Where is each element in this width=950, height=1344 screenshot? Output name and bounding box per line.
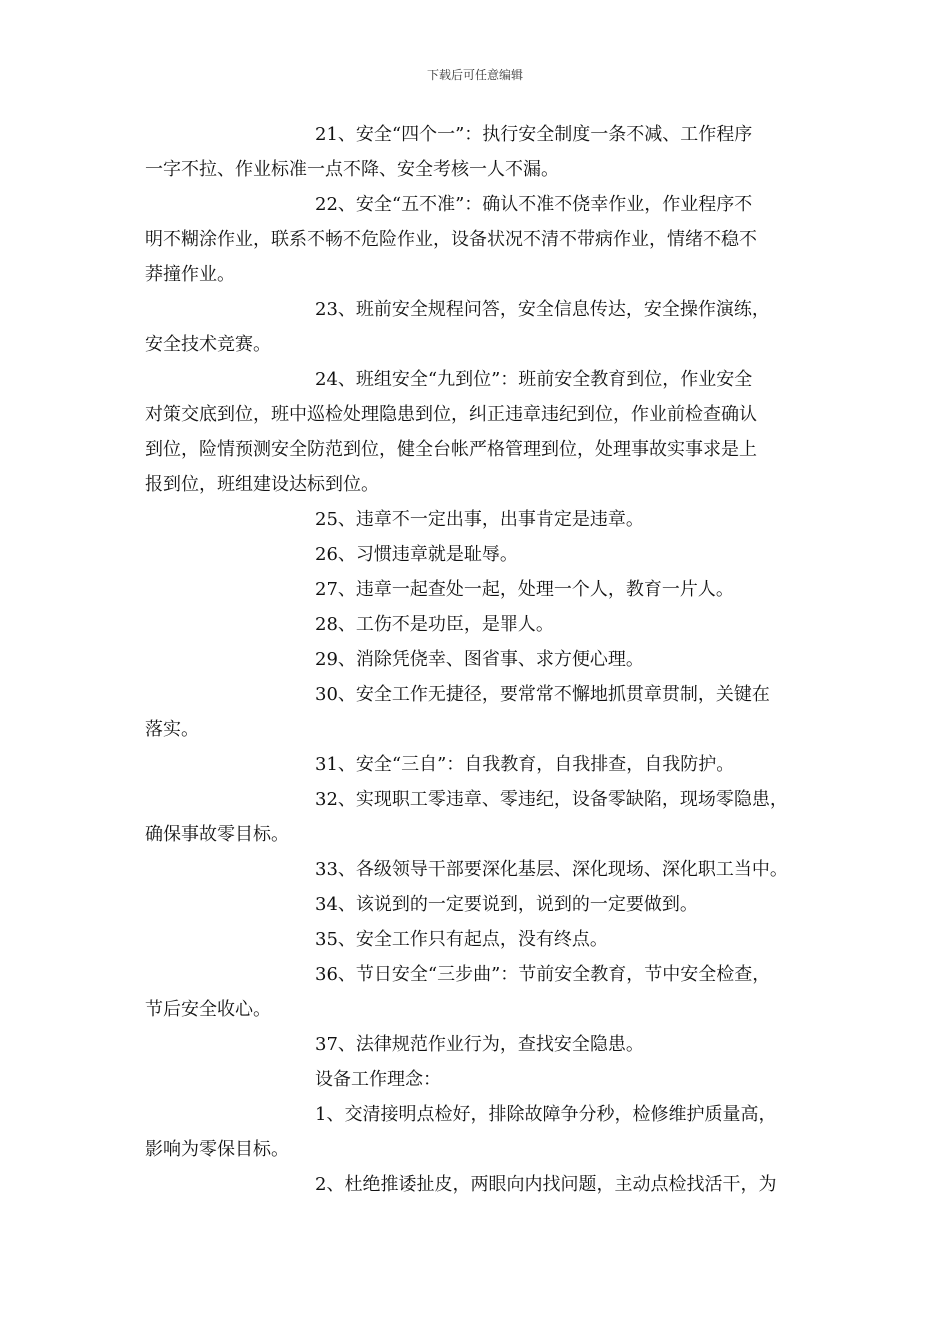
paragraph-first-line [145, 747, 810, 782]
paragraph-text: 33、各级领导干部要深化基层、深化现场、深化职工当中。 [315, 859, 788, 880]
paragraph [145, 1027, 810, 1062]
paragraph [145, 957, 810, 1027]
paragraph-text: 34、该说到的一定要说到，说到的一定要做到。 [315, 894, 698, 915]
paragraph-first-line [145, 572, 810, 607]
paragraph-continuation-line: 影响为零保目标。 [145, 1139, 289, 1160]
paragraph-continuation-line: 报到位，班组建设达标到位。 [145, 474, 379, 495]
paragraph [145, 362, 810, 502]
paragraph-text: 26、习惯违章就是耻辱。 [315, 544, 518, 565]
paragraph-first-line [145, 1097, 810, 1132]
paragraph-first-line [145, 187, 810, 222]
paragraph-text: 30、安全工作无捷径，要常常不懈地抓贯章贯制，关键在 [315, 684, 770, 705]
paragraph-continuation-line: 落实。 [145, 719, 199, 740]
paragraph [145, 607, 810, 642]
paragraph [145, 747, 810, 782]
paragraph-continuation-line: 明不糊涂作业，联系不畅不危险作业，设备状况不清不带病作业，情绪不稳不 [145, 229, 757, 250]
paragraph [145, 852, 810, 887]
paragraph-text: 24、班组安全“九到位”：班前安全教育到位，作业安全 [315, 369, 753, 390]
page-header: 下载后可任意编辑 [426, 68, 523, 82]
paragraph-text: 23、班前安全规程问答，安全信息传达，安全操作演练， [315, 299, 770, 320]
paragraph-continuation-line: 一字不拉、作业标准一点不降、安全考核一人不漏。 [145, 159, 559, 180]
paragraph [145, 1167, 810, 1202]
paragraph-continuation-line: 到位，险情预测安全防范到位，健全台帐严格管理到位，处理事故实事求是上 [145, 439, 757, 460]
paragraph-first-line [145, 1167, 810, 1202]
paragraph-text: 2、杜绝推诿扯皮，两眼向内找问题，主动点检找活干，为 [315, 1174, 777, 1195]
paragraph [145, 782, 810, 852]
paragraph [145, 922, 810, 957]
paragraph-first-line [145, 852, 810, 887]
paragraph-first-line [145, 887, 810, 922]
paragraph-text: 21、安全“四个一”：执行安全制度一条不减、工作程序 [315, 124, 753, 145]
paragraph-first-line [145, 292, 810, 327]
paragraph-continuation-line: 安全技术竞赛。 [145, 334, 271, 355]
paragraph [145, 1062, 810, 1097]
paragraph-first-line [145, 1027, 810, 1062]
paragraph-text: 设备工作理念： [315, 1069, 441, 1090]
paragraph-text: 1、交清接明点检好，排除故障争分秒，检修维护质量高， [315, 1104, 777, 1125]
paragraph-first-line [145, 957, 810, 992]
paragraph-first-line [145, 537, 810, 572]
paragraph [145, 187, 810, 292]
paragraph-first-line [145, 922, 810, 957]
paragraph-text: 36、节日安全“三步曲”：节前安全教育，节中安全检查， [315, 964, 771, 985]
paragraph-text: 22、安全“五不准”：确认不准不侥幸作业，作业程序不 [315, 194, 753, 215]
paragraph-first-line [145, 1062, 810, 1097]
paragraph-text: 27、违章一起查处一起，处理一个人，教育一片人。 [315, 579, 734, 600]
paragraph [145, 1097, 810, 1167]
paragraph-first-line [145, 607, 810, 642]
paragraph-text: 35、安全工作只有起点，没有终点。 [315, 929, 608, 950]
paragraph [145, 537, 810, 572]
paragraph [145, 642, 810, 677]
paragraph [145, 117, 810, 187]
paragraph-continuation-line: 节后安全收心。 [145, 999, 271, 1020]
paragraph-first-line [145, 642, 810, 677]
paragraph-first-line [145, 502, 810, 537]
paragraph-text: 32、实现职工零违章、零违纪，设备零缺陷，现场零隐患， [315, 789, 788, 810]
paragraph-continuation-line: 对策交底到位，班中巡检处理隐患到位，纠正违章违纪到位，作业前检查确认 [145, 404, 757, 425]
paragraph-text: 25、违章不一定出事，出事肯定是违章。 [315, 509, 644, 530]
paragraph [145, 677, 810, 747]
paragraph-text: 29、消除凭侥幸、图省事、求方便心理。 [315, 649, 644, 670]
paragraph [145, 887, 810, 922]
paragraph-continuation-line: 莽撞作业。 [145, 264, 235, 285]
paragraph [145, 292, 810, 362]
paragraph-first-line [145, 782, 810, 817]
document-body [145, 117, 810, 1202]
paragraph-first-line [145, 362, 810, 397]
paragraph-text: 37、法律规范作业行为，查找安全隐患。 [315, 1034, 644, 1055]
paragraph [145, 572, 810, 607]
paragraph-continuation-line: 确保事故零目标。 [145, 824, 289, 845]
paragraph-first-line [145, 677, 810, 712]
paragraph [145, 502, 810, 537]
paragraph-text: 28、工伤不是功臣，是罪人。 [315, 614, 554, 635]
paragraph-first-line [145, 117, 810, 152]
paragraph-text: 31、安全“三自”：自我教育，自我排查，自我防护。 [315, 754, 735, 775]
